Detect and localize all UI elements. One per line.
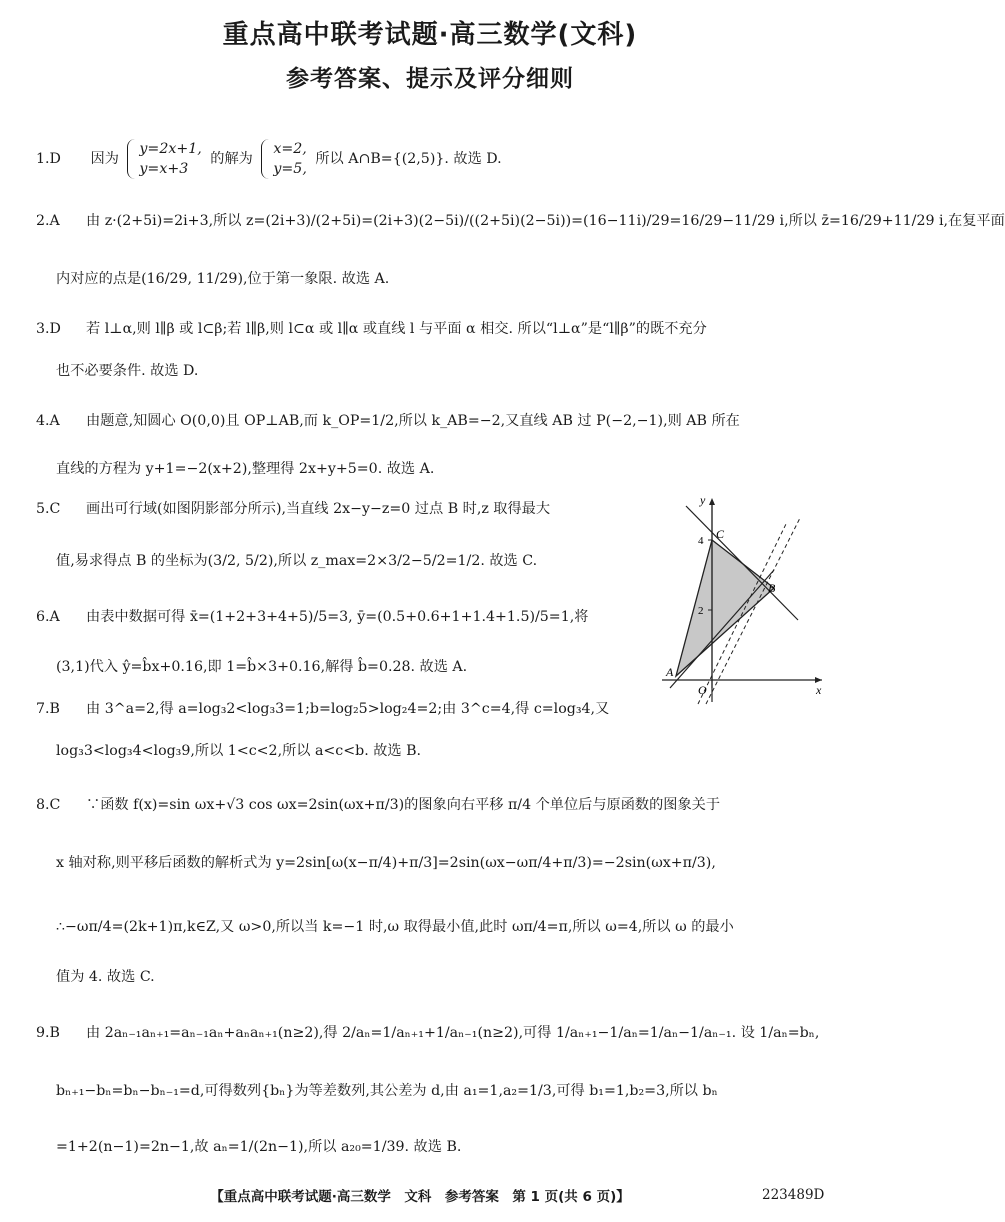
tick-label: 4 bbox=[698, 535, 704, 547]
point-c-label: C bbox=[716, 527, 725, 541]
x-axis-label: x bbox=[816, 683, 822, 697]
answer-number: 3.D bbox=[36, 321, 61, 337]
answer-3-line-2: 也不必要条件. 故选 D. bbox=[56, 363, 199, 379]
equation-row: x=2, bbox=[273, 141, 307, 157]
answer-number: 5.C bbox=[36, 501, 61, 517]
answer-4-line-1 bbox=[36, 410, 826, 432]
answer-1 bbox=[36, 130, 826, 188]
answer-text: 因为 bbox=[90, 151, 119, 167]
answer-number: 7.B bbox=[36, 701, 60, 717]
y-axis-label: y bbox=[700, 493, 706, 507]
answer-6-line-1 bbox=[36, 606, 648, 628]
equation-system bbox=[261, 139, 306, 179]
answer-number: 1.D bbox=[36, 151, 61, 167]
answer-text: 由 2aₙ₋₁aₙ₊₁=aₙ₋₁aₙ+aₙaₙ₊₁(n≥2),得 2/aₙ=1/aₙ₊₁+1/aₙ₋₁(n≥2),可得 1/aₙ₊₁−1/aₙ=1/aₙ−1/aₙ₋₁. 设 1/aₙ=bₙ, bbox=[86, 1025, 820, 1041]
answer-number: 6.A bbox=[36, 609, 60, 625]
answer-3-line-1 bbox=[36, 318, 826, 340]
feasible-region-figure bbox=[652, 492, 830, 706]
answer-5-line-1 bbox=[36, 498, 648, 520]
answer-8-line-1 bbox=[36, 794, 826, 816]
equation-row: y=5, bbox=[273, 161, 307, 177]
answer-8-line-4: 值为 4. 故选 C. bbox=[56, 969, 155, 985]
answer-text: 若 l⊥α,则 l∥β 或 l⊂β;若 l∥β,则 l⊂α 或 l∥α 或直线 l 与平面 α 相交. 所以“l⊥α”是“l∥β”的既不充分 bbox=[86, 321, 707, 337]
answer-text: 所以 A∩B={(2,5)}. 故选 D. bbox=[315, 151, 502, 167]
answer-number: 2.A bbox=[36, 213, 60, 229]
answer-9-line-3: =1+2(n−1)=2n−1,故 aₙ=1/(2n−1),所以 a₂₀=1/39. 故选 B. bbox=[56, 1139, 462, 1155]
answer-2-line-1 bbox=[36, 210, 1005, 232]
answer-8-line-3: ∴−ωπ/4=(2k+1)π,k∈Z,又 ω>0,所以当 k=−1 时,ω 取得最小值,此时 ωπ/4=π,所以 ω=4,所以 ω 的最小 bbox=[56, 919, 734, 935]
point-a-label: A bbox=[666, 665, 674, 679]
answer-number: 9.B bbox=[36, 1025, 60, 1041]
answer-2-line-2: 内对应的点是(16/29, 11/29),位于第一象限. 故选 A. bbox=[56, 271, 390, 287]
answer-4-line-2: 直线的方程为 y+1=−2(x+2),整理得 2x+y+5=0. 故选 A. bbox=[56, 461, 435, 477]
answer-number: 8.C bbox=[36, 797, 61, 813]
equation-row: y=2x+1, bbox=[139, 141, 202, 157]
tick-label: 2 bbox=[698, 605, 704, 617]
origin-label: O bbox=[698, 683, 707, 697]
answer-text: 由 z·(2+5i)=2i+3,所以 z=(2i+3)/(2+5i)=(2i+3)(2−5i)/((2+5i)(2−5i))=(16−11i)/29=16/29−11/29 i,所以 z̄=16/29+11/29 i,在复平面 bbox=[86, 213, 1005, 229]
answer-7-line-1 bbox=[36, 698, 648, 720]
equation-row: y=x+3 bbox=[139, 161, 189, 177]
answer-9-line-1 bbox=[36, 1022, 826, 1044]
page-title: 重点高中联考试题·高三数学(文科) bbox=[222, 20, 638, 50]
document-code: 223489D bbox=[762, 1187, 825, 1203]
answer-text: 由题意,知圆心 O(0,0)且 OP⊥AB,而 k_OP=1/2,所以 k_AB=−2,又直线 AB 过 P(−2,−1),则 AB 所在 bbox=[86, 413, 740, 429]
y-axis-arrow bbox=[709, 498, 715, 505]
answer-text: 由 3^a=2,得 a=log₃2<log₃3=1;b=log₂5>log₂4=2;由 3^c=4,得 c=log₃4,又 bbox=[86, 701, 610, 717]
answer-9-line-2: bₙ₊₁−bₙ=bₙ−bₙ₋₁=d,可得数列{bₙ}为等差数列,其公差为 d,由 a₁=1,a₂=1/3,可得 b₁=1,b₂=3,所以 bₙ bbox=[56, 1083, 718, 1099]
answer-number: 4.A bbox=[36, 413, 60, 429]
answer-text: 的解为 bbox=[210, 151, 253, 167]
equation-system bbox=[127, 139, 201, 179]
answer-text: 画出可行域(如图阴影部分所示),当直线 2x−y−z=0 过点 B 时,z 取得最大 bbox=[86, 501, 551, 517]
page-subtitle: 参考答案、提示及评分细则 bbox=[286, 66, 574, 92]
answer-5-line-2: 值,易求得点 B 的坐标为(3/2, 5/2),所以 z_max=2×3/2−5/2=1/2. 故选 C. bbox=[56, 553, 538, 569]
answer-text: ∵函数 f(x)=sin ωx+√3 cos ωx=2sin(ωx+π/3)的图象向右平移 π/4 个单位后与原函数的图象关于 bbox=[86, 797, 721, 813]
answer-text: 由表中数据可得 x̄=(1+2+3+4+5)/5=3, ȳ=(0.5+0.6+1+1.4+1.5)/5=1,将 bbox=[86, 609, 589, 625]
point-b-label: B bbox=[768, 581, 776, 595]
answer-6-line-2: (3,1)代入 ŷ=b̂x+0.16,即 1=b̂×3+0.16,解得 b̂=0.28. 故选 A. bbox=[56, 659, 468, 675]
answer-8-line-2: x 轴对称,则平移后函数的解析式为 y=2sin[ω(x−π/4)+π/3]=2sin(ωx−ωπ/4+π/3)=−2sin(ωx+π/3), bbox=[56, 855, 716, 871]
shaded-region bbox=[676, 540, 774, 676]
page-footer: 【重点高中联考试题·高三数学 文科 参考答案 第 1 页(共 6 页)】 bbox=[210, 1189, 630, 1205]
answer-7-line-2: log₃3<log₃4<log₃9,所以 1<c<2,所以 a<c<b. 故选 B. bbox=[56, 743, 422, 759]
